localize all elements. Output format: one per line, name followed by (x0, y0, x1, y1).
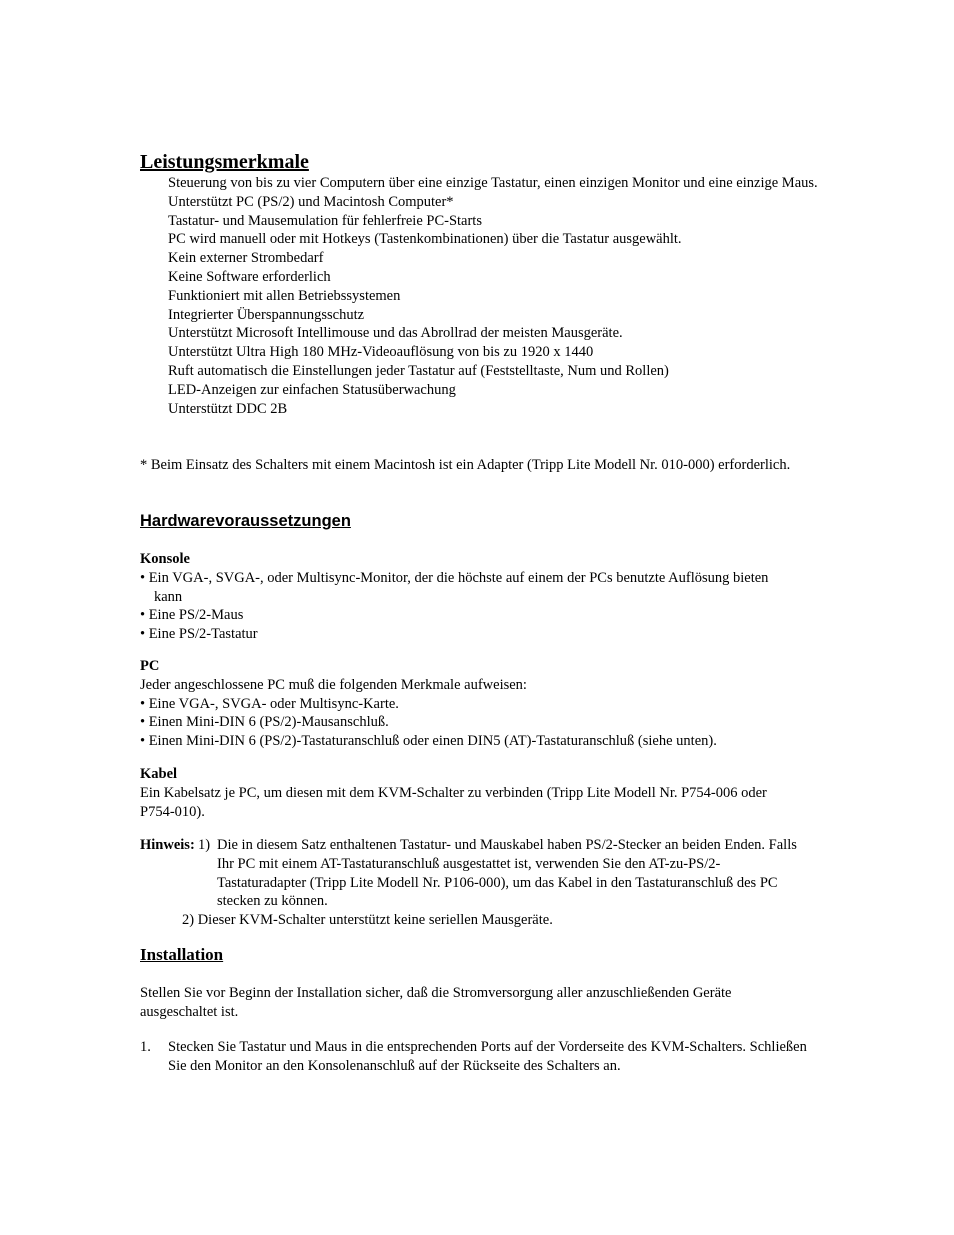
step-text: Stecken Sie Tastatur und Maus in die entsprechenden Ports auf der Vorderseite des KVM-Schalters. Schließen Sie den Monitor an den Konsolenanschluß auf der Rückseite des Schalters an. (168, 1039, 807, 1074)
hardware-section (140, 511, 820, 531)
feature-item: Steuerung von bis zu vier Computern über eine einzige Tastatur, einen einzigen Monitor und eine einzige Maus. (168, 175, 818, 191)
features-section (140, 150, 820, 174)
feature-item: Ruft automatisch die Einstellungen jeder Tastatur auf (Feststelltaste, Num und Rollen) (168, 362, 669, 379)
note-label: Hinweis: (140, 837, 195, 853)
pc-heading: PC (140, 658, 160, 674)
pc-item: • Eine VGA-, SVGA- oder Multisync-Karte. (140, 695, 399, 712)
installation-title: Installation (140, 945, 224, 964)
feature-item: LED-Anzeigen zur einfachen Statusüberwachung (168, 381, 456, 398)
cable-heading: Kabel (140, 766, 178, 782)
feature-item: Unterstützt DDC 2B (168, 400, 288, 417)
console-item: • Eine PS/2-Tastatur (140, 626, 258, 643)
installation-section (140, 945, 820, 965)
console-block (140, 550, 800, 644)
cable-text: Ein Kabelsatz je PC, um diesen mit dem KVM-Schalter zu verbinden (Tripp Lite Modell Nr. P754-006 oder P754-010). (140, 784, 767, 820)
feature-item: Keine Software erforderlich (168, 268, 331, 285)
feature-item: Funktioniert mit allen Betriebssystemen (168, 287, 401, 304)
console-item: • Ein VGA-, SVGA-, oder Multisync-Monitor, der die höchste auf einem der PCs benutzte Auflösung bieten kann (140, 569, 769, 605)
installation-intro: Stellen Sie vor Beginn der Installation sicher, daß die Stromversorgung aller anzuschließenden Geräte ausgeschaltet ist. (140, 985, 732, 1020)
hardware-title: Hardwarevoraussetzungen (140, 512, 351, 530)
features-title: Leistungsmerkmale (140, 151, 309, 173)
pc-block (140, 657, 820, 751)
feature-item: Unterstützt PC (PS/2) und Macintosh Computer* (168, 193, 454, 210)
pc-intro: Jeder angeschlossene PC muß die folgenden Merkmale aufweisen: (140, 676, 527, 693)
note-block (140, 836, 804, 930)
feature-item: Kein externer Strombedarf (168, 250, 324, 267)
pc-item: • Einen Mini-DIN 6 (PS/2)-Mausanschluß. (140, 714, 389, 731)
feature-item: PC wird manuell oder mit Hotkeys (Tastenkombinationen) über die Tastatur ausgewählt. (168, 231, 682, 248)
feature-item: Unterstützt Microsoft Intellimouse und das Abrollrad der meisten Mausgeräte. (168, 325, 623, 342)
feature-item: Integrierter Überspannungsschutz (168, 306, 365, 323)
note-text-1: Die in diesem Satz enthaltenen Tastatur- und Mauskabel haben PS/2-Stecker an beiden Enden. Falls Ihr PC mit einem AT-Tastaturanschluß ausgestattet ist, verwenden Sie den AT-zu-PS/2-Tastaturadapter (Tripp Lite Modell Nr. P106-000), um das Kabel in den Tastaturanschluß des PC stecken zu können. (217, 837, 797, 910)
console-heading: Konsole (140, 551, 190, 567)
cable-block (140, 765, 800, 821)
step-number: 1. (140, 1039, 151, 1055)
feature-item: Unterstützt Ultra High 180 MHz-Videoauflösung von bis zu 1920 x 1440 (168, 344, 594, 361)
pc-item: • Einen Mini-DIN 6 (PS/2)-Tastaturanschluß oder einen DIN5 (AT)-Tastaturanschluß (siehe unten). (140, 733, 717, 750)
console-item: • Eine PS/2-Maus (140, 607, 244, 624)
note-number: 1) (198, 837, 211, 853)
feature-item: Tastatur- und Mausemulation für fehlerfreie PC-Starts (168, 212, 482, 229)
note-text-2: 2) Dieser KVM-Schalter unterstützt keine seriellen Mausgeräte. (182, 912, 553, 929)
installation-step (140, 1038, 820, 1076)
features-footnote: * Beim Einsatz des Schalters mit einem Macintosh ist ein Adapter (Tripp Lite Modell Nr. 010-000) erforderlich. (140, 457, 791, 473)
features-list (140, 174, 818, 418)
